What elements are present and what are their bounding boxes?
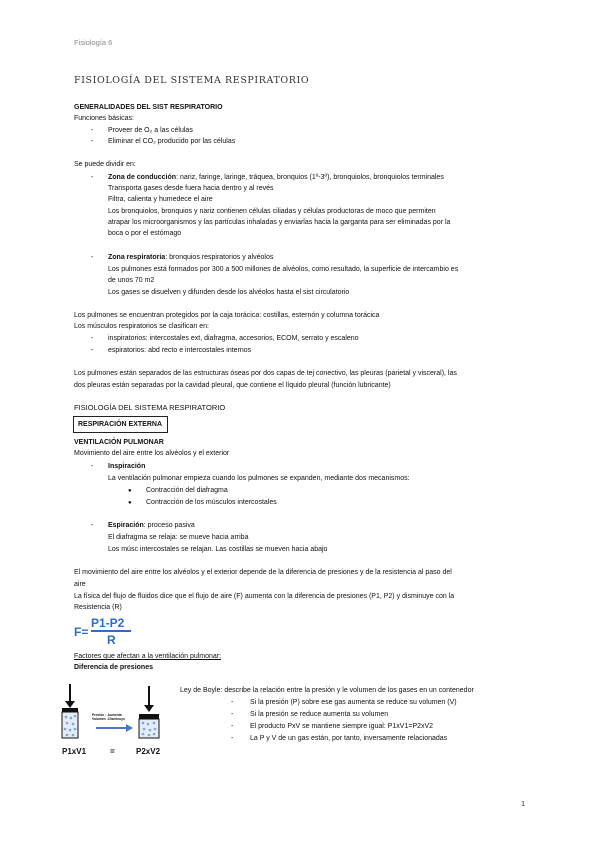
dash-bullet: - <box>91 347 94 354</box>
paragraph: Movimiento del aire entre los alvéolos y el exterior <box>74 450 230 457</box>
paragraph: Los pulmones se encuentran protegidos por la caja torácica: costillas, esternón y columna torácica <box>74 312 380 319</box>
arrow-down-icon <box>65 701 75 708</box>
list-item: La P y V de un gas están, por tanto, inversamente relacionadas <box>250 735 448 742</box>
list-item: Si la presión se reduce aumenta su volumen <box>250 711 389 718</box>
page-header: Fisiología 6 <box>74 38 113 47</box>
dash-bullet: - <box>91 522 94 529</box>
paragraph: Los músculos respiratorios se clasifican en: <box>74 323 210 330</box>
factores-label: Factores que afectan a la ventilación pulmonar: <box>74 653 222 660</box>
formula-denominator: R <box>107 633 116 647</box>
page-number: 1 <box>521 799 526 808</box>
list-item: El producto PxV se mantiene siempre igual: P1xV1=P2xV2 <box>250 723 434 730</box>
list-item: Si la presión (P) sobre ese gas aumenta se reduce su volumen (V) <box>250 699 457 706</box>
dot-bullet: ● <box>128 500 132 506</box>
dash-bullet: - <box>91 127 94 134</box>
dash-bullet: - <box>91 463 94 470</box>
list-item: El diafragma se relaja: se mueve hacia arriba <box>108 534 249 541</box>
dash-bullet: - <box>231 699 234 706</box>
paragraph: aire <box>74 581 86 588</box>
arrow-down-icon <box>144 705 154 712</box>
boxed-heading-respiracion-externa: RESPIRACIÓN EXTERNA <box>73 416 168 433</box>
zona-respiratoria: Zona respiratoria: bronquios respiratorios y alvéolos <box>108 254 274 261</box>
dash-bullet: - <box>91 335 94 342</box>
paragraph: El movimiento del aire entre los alvéolos y el exterior depende de la diferencia de presiones y de la resistencia al paso del <box>74 569 452 576</box>
dash-bullet: - <box>91 174 94 181</box>
list-item: Los bronquiolos, bronquios y nariz contienen células ciliadas y células productoras de moco que permiten <box>108 208 436 215</box>
paragraph: Resistencia (R) <box>74 604 122 611</box>
caption-line: Volumen ↓Disminuye <box>92 717 125 722</box>
list-item: Proveer de O₂ a las células <box>108 127 193 134</box>
paragraph: La ventilación pulmonar empieza cuando los pulmones se expanden, mediante dos mecanismos: <box>108 475 410 482</box>
dash-bullet: - <box>231 711 234 718</box>
list-item: Transporta gases desde fuera hacia dentro y al revés <box>108 185 274 192</box>
diagram-caption <box>92 713 125 722</box>
list-item: atrapar los microorganismos y las partículas inhaladas y enviarlas hacia la garganta para ser eliminadas por la <box>108 219 451 226</box>
formula-numerator: P1-P2 <box>91 616 125 630</box>
zona-conduccion: Zona de conducción: nariz, faringe, laringe, tráquea, bronquios (1º-3º), bronquiolos, bronquiolos terminales <box>108 174 444 181</box>
dash-bullet: - <box>91 138 94 145</box>
paragraph: dos pleuras están separadas por la cavidad pleural, que contiene el líquido pleural (función lubricante) <box>74 382 391 389</box>
list-item: espiratorios: abd recto e intercostales internos <box>108 347 252 354</box>
label-equals: = <box>110 747 115 756</box>
list-item: Eliminar el CO₂ producido por las células <box>108 138 236 145</box>
dash-bullet: - <box>231 723 234 730</box>
label-p1v1: P1xV1 <box>62 747 87 756</box>
divide-label: Se puede dividir en: <box>74 161 136 168</box>
paragraph: Los pulmones están separados de las estructuras óseas por dos capas de tej conectivo, las pleuras (parietal y visceral), las <box>74 370 457 377</box>
list-item: Los pulmones está formados por 300 a 500 millones de alvéolos, como resultado, la superficie de intercambio es <box>108 266 459 273</box>
document-title: FISIOLOGÍA DEL SISTEMA RESPIRATORIO <box>74 75 310 86</box>
list-item: Los gases se disuelven y difunden desde los alvéolos hasta el sist circulatorio <box>108 289 350 296</box>
section-heading-fisiologia: FISIOLOGÍA DEL SISTEMA RESPIRATORIO <box>74 403 226 412</box>
dash-bullet: - <box>91 254 94 261</box>
subheading-diferencia-presiones: Diferencia de presiones <box>74 664 153 671</box>
inspiracion-label: Inspiración <box>108 463 146 470</box>
arrow-right-icon <box>126 724 133 732</box>
dot-bullet: ● <box>128 488 132 494</box>
piston <box>62 708 78 712</box>
espiracion: Espiración: proceso pasiva <box>108 522 195 529</box>
boyle-law: Ley de Boyle: describe la relación entre la presión y le volumen de los gases en un contenedor <box>180 687 474 694</box>
list-item: Los músc intercostales se relajan. Las costillas se mueven hacia abajo <box>108 546 328 553</box>
list-item: Filtra, calienta y humedece el aire <box>108 196 213 203</box>
list-item: de unos 70 m2 <box>108 277 155 284</box>
list-item: Contracción del diafragma <box>146 487 228 494</box>
label-p2v2: P2xV2 <box>136 747 161 756</box>
dash-bullet: - <box>231 735 234 742</box>
paragraph: La física del flujo de fluidos dice que el flujo de aire (F) aumenta con la diferencia de presiones (P1, P2) y disminuye con la <box>74 593 455 600</box>
funciones-label: Funciones básicas: <box>74 115 134 122</box>
list-item: inspiratorios: intercostales ext, diafragma, accesorios, ECOM, serrato y escaleno <box>108 335 359 342</box>
caption-line: Presión ↑ Aumenta <box>92 713 122 717</box>
piston <box>139 714 159 719</box>
subheading-ventilacion: VENTILACIÓN PULMONAR <box>74 439 164 446</box>
list-item: boca o por el estómago <box>108 230 182 237</box>
section-heading-generalidades: GENERALIDADES DEL SIST RESPIRATORIO <box>74 104 223 111</box>
list-item: Contracción de los músculos intercostales <box>146 499 277 506</box>
formula-lhs: F= <box>74 625 89 639</box>
